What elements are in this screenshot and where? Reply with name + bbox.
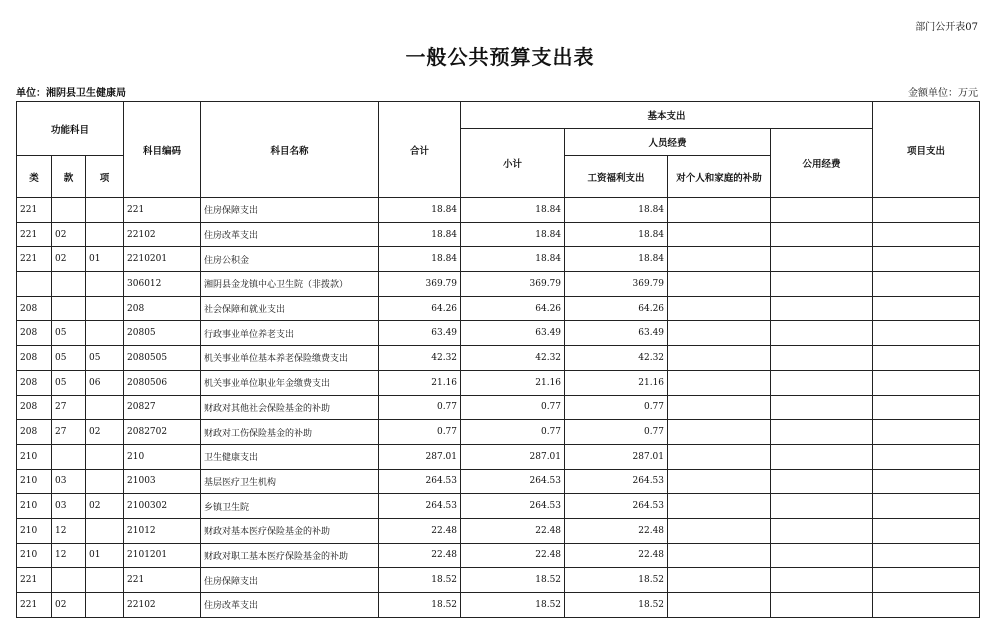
cell-kuan [52,444,86,469]
cell-kuan [52,296,86,321]
cell-subject-code: 306012 [124,272,201,297]
cell-xiang: 02 [86,420,124,445]
cell-xiang: 05 [86,346,124,371]
cell-public-funds [771,321,873,346]
cell-kuan: 05 [52,370,86,395]
amount-unit-label: 金额单位：万元 [908,88,978,99]
cell-subsidy [668,346,771,371]
cell-subtotal: 264.53 [461,469,565,494]
header-basic: 基本支出 [461,102,873,129]
cell-subject-name: 住房改革支出 [201,593,379,618]
table-row [17,444,980,469]
cell-public-funds [771,543,873,568]
cell-total: 42.32 [379,346,461,371]
cell-subject-name: 湘阴县金龙镇中心卫生院（非拨款） [201,272,379,297]
table-row [17,247,980,272]
cell-kuan: 27 [52,420,86,445]
cell-wages: 287.01 [565,444,668,469]
cell-subject-name: 卫生健康支出 [201,444,379,469]
cell-wages: 264.53 [565,469,668,494]
cell-subtotal: 42.32 [461,346,565,371]
cell-subsidy [668,568,771,593]
table-row [17,370,980,395]
cell-project [873,222,980,247]
table-row [17,568,980,593]
cell-kuan [52,198,86,223]
cell-project [873,296,980,321]
cell-total: 369.79 [379,272,461,297]
cell-subject-name: 基层医疗卫生机构 [201,469,379,494]
cell-subtotal: 369.79 [461,272,565,297]
cell-total: 22.48 [379,518,461,543]
cell-lei: 210 [17,518,52,543]
header-subject-name: 科目名称 [201,102,379,198]
unit-label: 单位：湘阴县卫生健康局 [16,88,126,99]
cell-kuan: 02 [52,593,86,618]
cell-xiang [86,518,124,543]
cell-wages: 0.77 [565,395,668,420]
table-row [17,296,980,321]
cell-xiang [86,222,124,247]
cell-subject-name: 住房改革支出 [201,222,379,247]
cell-public-funds [771,198,873,223]
cell-total: 64.26 [379,296,461,321]
cell-subsidy [668,469,771,494]
cell-xiang [86,321,124,346]
cell-total: 18.84 [379,198,461,223]
header-public-funds: 公用经费 [771,129,873,198]
cell-subsidy [668,272,771,297]
cell-wages: 369.79 [565,272,668,297]
cell-subtotal: 0.77 [461,420,565,445]
cell-wages: 18.52 [565,593,668,618]
cell-project [873,346,980,371]
cell-kuan [52,568,86,593]
table-body [17,198,980,618]
cell-wages: 22.48 [565,518,668,543]
cell-lei: 221 [17,593,52,618]
cell-public-funds [771,469,873,494]
header-func-subject: 功能科目 [17,102,124,156]
cell-subject-code: 208 [124,296,201,321]
cell-subsidy [668,370,771,395]
header-project: 项目支出 [873,102,980,198]
cell-subject-code: 210 [124,444,201,469]
cell-total: 18.52 [379,593,461,618]
cell-xiang: 02 [86,494,124,519]
cell-project [873,593,980,618]
cell-wages: 0.77 [565,420,668,445]
cell-subject-name: 财政对基本医疗保险基金的补助 [201,518,379,543]
cell-wages: 63.49 [565,321,668,346]
cell-lei [17,272,52,297]
cell-subsidy [668,247,771,272]
cell-lei: 221 [17,198,52,223]
cell-public-funds [771,494,873,519]
cell-lei: 208 [17,321,52,346]
cell-total: 18.52 [379,568,461,593]
cell-lei: 208 [17,420,52,445]
cell-public-funds [771,346,873,371]
cell-xiang [86,444,124,469]
cell-subtotal: 18.52 [461,568,565,593]
cell-project [873,370,980,395]
cell-subtotal: 22.48 [461,543,565,568]
cell-subject-code: 22102 [124,222,201,247]
table-row [17,543,980,568]
cell-subject-code: 22102 [124,593,201,618]
cell-subsidy [668,395,771,420]
cell-xiang [86,272,124,297]
cell-subtotal: 264.53 [461,494,565,519]
table-row [17,272,980,297]
cell-subtotal: 63.49 [461,321,565,346]
cell-lei: 208 [17,346,52,371]
cell-subtotal: 18.52 [461,593,565,618]
cell-total: 18.84 [379,222,461,247]
cell-public-funds [771,296,873,321]
header-kuan: 款 [52,156,86,198]
cell-public-funds [771,370,873,395]
cell-wages: 64.26 [565,296,668,321]
cell-total: 18.84 [379,247,461,272]
cell-kuan: 05 [52,346,86,371]
cell-subsidy [668,518,771,543]
cell-subject-name: 住房保障支出 [201,198,379,223]
header-total: 合计 [379,102,461,198]
cell-subsidy [668,543,771,568]
cell-project [873,518,980,543]
cell-subsidy [668,296,771,321]
cell-subject-code: 2101201 [124,543,201,568]
cell-subsidy [668,321,771,346]
cell-kuan [52,272,86,297]
page-title: 一般公共预算支出表 [405,45,595,69]
cell-project [873,420,980,445]
cell-public-funds [771,444,873,469]
cell-kuan: 12 [52,518,86,543]
cell-lei: 210 [17,543,52,568]
cell-kuan: 12 [52,543,86,568]
cell-lei: 208 [17,395,52,420]
table-row [17,222,980,247]
header-subject-code: 科目编码 [124,102,201,198]
cell-public-funds [771,272,873,297]
table-row [17,198,980,223]
cell-public-funds [771,568,873,593]
cell-total: 0.77 [379,420,461,445]
cell-xiang [86,395,124,420]
cell-wages: 264.53 [565,494,668,519]
cell-total: 264.53 [379,494,461,519]
cell-subject-code: 2210201 [124,247,201,272]
cell-subject-name: 住房公积金 [201,247,379,272]
cell-subject-code: 221 [124,198,201,223]
cell-project [873,494,980,519]
cell-subject-name: 乡镇卫生院 [201,494,379,519]
cell-wages: 21.16 [565,370,668,395]
cell-subtotal: 18.84 [461,198,565,223]
cell-wages: 22.48 [565,543,668,568]
form-number: 部门公开表07 [915,22,978,33]
table-row [17,469,980,494]
header-xiang: 项 [86,156,124,198]
cell-lei: 208 [17,370,52,395]
cell-subject-code: 21003 [124,469,201,494]
cell-wages: 18.52 [565,568,668,593]
table-row [17,420,980,445]
cell-subtotal: 0.77 [461,395,565,420]
cell-wages: 18.84 [565,222,668,247]
cell-subject-name: 机关事业单位职业年金缴费支出 [201,370,379,395]
table-row [17,395,980,420]
cell-project [873,198,980,223]
table-row [17,494,980,519]
cell-subsidy [668,198,771,223]
cell-subject-name: 机关事业单位基本养老保险缴费支出 [201,346,379,371]
cell-project [873,469,980,494]
cell-wages: 18.84 [565,247,668,272]
cell-subject-name: 社会保障和就业支出 [201,296,379,321]
cell-project [873,568,980,593]
table-header [17,102,980,198]
cell-subject-code: 2082702 [124,420,201,445]
cell-xiang [86,568,124,593]
cell-subtotal: 18.84 [461,247,565,272]
cell-project [873,321,980,346]
header-personnel: 人员经费 [565,129,771,156]
cell-subject-code: 2080505 [124,346,201,371]
cell-subtotal: 22.48 [461,518,565,543]
cell-xiang [86,469,124,494]
cell-subtotal: 18.84 [461,222,565,247]
cell-subtotal: 21.16 [461,370,565,395]
header-wages: 工资福利支出 [565,156,668,198]
cell-total: 63.49 [379,321,461,346]
cell-public-funds [771,395,873,420]
cell-kuan: 05 [52,321,86,346]
cell-project [873,272,980,297]
cell-xiang: 06 [86,370,124,395]
cell-xiang [86,198,124,223]
cell-kuan: 02 [52,247,86,272]
cell-project [873,444,980,469]
cell-public-funds [771,247,873,272]
cell-lei: 221 [17,247,52,272]
cell-public-funds [771,593,873,618]
cell-lei: 210 [17,494,52,519]
header-subtotal: 小计 [461,129,565,198]
cell-lei: 208 [17,296,52,321]
cell-subsidy [668,444,771,469]
header-lei: 类 [17,156,52,198]
cell-project [873,395,980,420]
cell-total: 287.01 [379,444,461,469]
cell-subject-code: 2080506 [124,370,201,395]
cell-subject-code: 21012 [124,518,201,543]
cell-subject-name: 财政对职工基本医疗保险基金的补助 [201,543,379,568]
cell-lei: 221 [17,568,52,593]
cell-subject-name: 行政事业单位养老支出 [201,321,379,346]
cell-xiang: 01 [86,543,124,568]
cell-subject-name: 住房保障支出 [201,568,379,593]
cell-project [873,543,980,568]
cell-subject-code: 20827 [124,395,201,420]
cell-total: 21.16 [379,370,461,395]
cell-subsidy [668,593,771,618]
cell-subject-code: 2100302 [124,494,201,519]
cell-lei: 210 [17,469,52,494]
table-row [17,593,980,618]
cell-subsidy [668,222,771,247]
cell-public-funds [771,518,873,543]
cell-xiang: 01 [86,247,124,272]
cell-wages: 18.84 [565,198,668,223]
cell-subject-name: 财政对其他社会保险基金的补助 [201,395,379,420]
cell-project [873,247,980,272]
cell-kuan: 02 [52,222,86,247]
table-row [17,346,980,371]
cell-subsidy [668,420,771,445]
cell-total: 0.77 [379,395,461,420]
cell-xiang [86,593,124,618]
cell-lei: 221 [17,222,52,247]
cell-kuan: 03 [52,469,86,494]
table-row [17,518,980,543]
cell-subject-name: 财政对工伤保险基金的补助 [201,420,379,445]
cell-total: 22.48 [379,543,461,568]
cell-total: 264.53 [379,469,461,494]
header-subsidy: 对个人和家庭的补助 [668,156,771,198]
cell-subject-code: 20805 [124,321,201,346]
cell-public-funds [771,420,873,445]
cell-subsidy [668,494,771,519]
cell-subtotal: 287.01 [461,444,565,469]
table-row [17,321,980,346]
cell-subject-code: 221 [124,568,201,593]
cell-subtotal: 64.26 [461,296,565,321]
cell-wages: 42.32 [565,346,668,371]
cell-kuan: 03 [52,494,86,519]
budget-table [16,101,980,618]
cell-public-funds [771,222,873,247]
cell-lei: 210 [17,444,52,469]
cell-xiang [86,296,124,321]
cell-kuan: 27 [52,395,86,420]
